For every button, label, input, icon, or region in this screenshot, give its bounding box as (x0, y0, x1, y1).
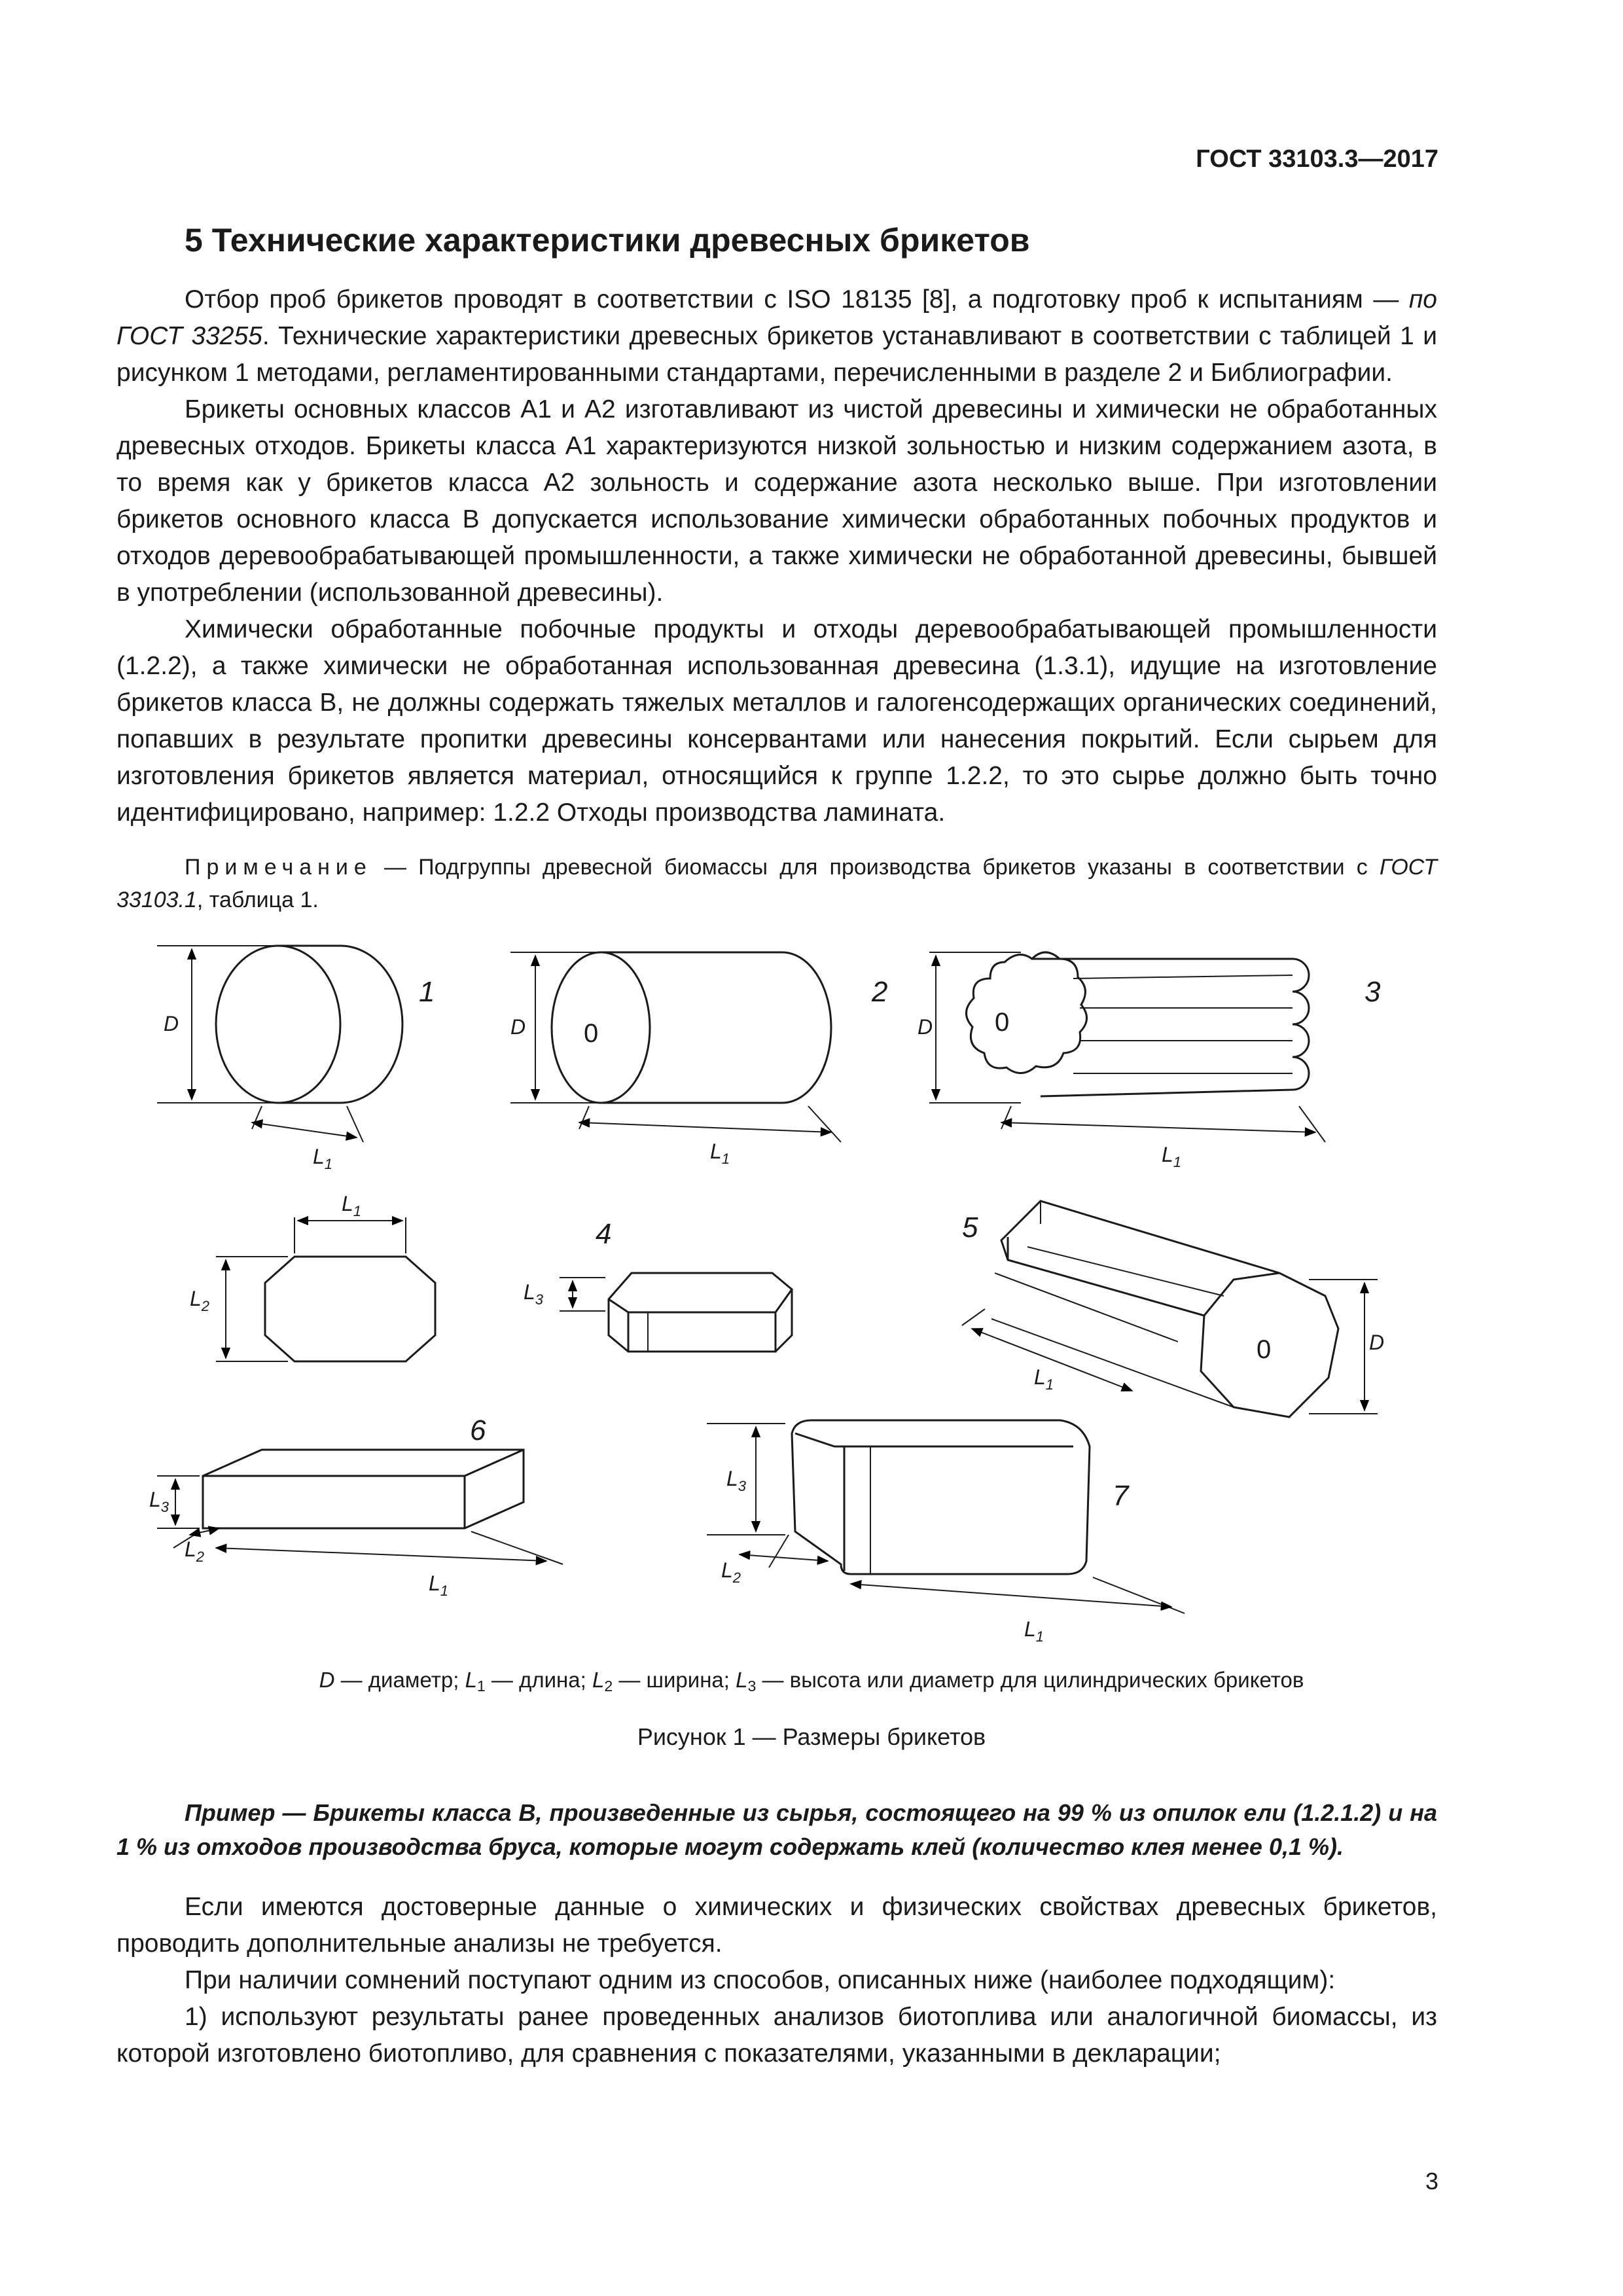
legend-d-text: — диаметр; (334, 1668, 465, 1692)
dim-subscript: 2 (196, 1549, 205, 1565)
dim-label-l2-shape7 (721, 1558, 741, 1586)
dim-subscript: 2 (732, 1570, 741, 1586)
dim-subscript: 1 (1045, 1376, 1054, 1393)
closing-paragraph-3: 1) используют результаты ранее проведенных анализов биотоплива или аналогичной биомассы, из которой изготовлено биотопливо, для сравнения с показателями, указанными в декларации; (116, 2003, 1437, 2068)
dim-label-l1-shape5 (1034, 1365, 1054, 1393)
legend-sub-3: 3 (747, 1677, 757, 1695)
dim-letter: L (1162, 1143, 1173, 1166)
shape-5-hexagonal-prism (962, 1201, 1378, 1417)
shape-7-rounded-block (707, 1420, 1185, 1613)
dim-label-d-2: D (510, 1015, 526, 1039)
shape-number-6: 6 (470, 1414, 486, 1446)
closing-text (116, 1889, 1437, 2072)
dim-label-l1-shape7 (1024, 1617, 1044, 1645)
standard-code: ГОСТ 33103.3—2017 (1196, 145, 1438, 173)
dim-label-l1-shape2 (710, 1139, 730, 1167)
shape-4-flat-briquette (560, 1273, 792, 1352)
shape-4-plan-view (216, 1217, 435, 1361)
dim-subscript: 1 (440, 1583, 449, 1599)
dim-label-d-1: D (164, 1012, 179, 1035)
note-text: — Подгруппы древесной биомассы для производства брикетов указаны в соответствии с (372, 855, 1380, 880)
dim-label-l2-plan (190, 1287, 209, 1314)
shape-number-3: 3 (1364, 976, 1381, 1008)
dim-label-l2-shape6 (185, 1537, 204, 1565)
dim-subscript: 1 (353, 1203, 362, 1219)
dim-label-l3-shape7 (726, 1467, 747, 1494)
gost-reference: по ГОСТ 33255 (116, 285, 1437, 350)
dim-subscript: 2 (201, 1298, 210, 1314)
dim-subscript: 1 (1035, 1628, 1044, 1645)
dim-label-l1-shape1 (313, 1145, 332, 1172)
legend-sub-1: 1 (476, 1677, 486, 1695)
shape-number-4: 4 (596, 1218, 612, 1250)
dim-letter: L (190, 1287, 202, 1310)
shape-number-5: 5 (962, 1211, 978, 1244)
paragraph-1 (116, 281, 1437, 391)
legend-l-symbol: L (736, 1668, 748, 1692)
legend-l3-text: — высота или диаметр для цилиндрических брикетов (756, 1668, 1304, 1692)
shape-1-disk (157, 946, 402, 1142)
closing-paragraph-2: При наличии сомнений поступают одним из способов, описанных ниже (наиболее подходящим): (185, 1966, 1336, 1994)
briquette-diagram (0, 916, 1623, 1669)
shape-6-block (157, 1450, 563, 1564)
dim-letter: L (721, 1558, 733, 1582)
dim-label-l1-shape6 (429, 1571, 448, 1599)
figure-legend (0, 1668, 1623, 1695)
note-tail: , таблица 1. (196, 888, 319, 912)
page-number: 3 (1425, 2168, 1438, 2195)
legend-l-symbol: L (465, 1668, 477, 1692)
dim-label-d-3: D (918, 1015, 933, 1039)
legend-l-symbol: L (592, 1668, 605, 1692)
figure-briquette-dimensions (0, 916, 1623, 1669)
shape-number-7: 7 (1113, 1480, 1129, 1512)
dim-subscript: 1 (1173, 1154, 1182, 1170)
paragraph-2: Брикеты основных классов А1 и А2 изготавливают из чистой древесины и химически не обработанных древесных отходов. Брикеты класса А1 характеризуются низкой зольностью и низким содержанием азота, в то время как у брикетов класса А2 зольность и содержание азота несколько выше. При изготовлении брикетов основного класса В допускается использование химически обработанных побочных продуктов и отходов деревообрабатывающей промышленности, а также химически не обработанной древесины, бывшей в употреблении (использованной древесины). (116, 395, 1437, 607)
dim-letter: L (429, 1571, 440, 1595)
note-label: Примечание (185, 855, 372, 880)
dim-letter: L (185, 1537, 196, 1561)
shape-number-1: 1 (419, 976, 435, 1008)
hole-mark-2: 0 (584, 1019, 599, 1048)
paragraph-3: Химически обработанные побочные продукты и отходы деревообрабатывающей промышленности (1.2.2), а также химически не обработанная использованная древесина (1.3.1), идущие на изготовление брикетов класса В, не должны содержать тяжелых металлов и галогенсодержащих органических соединений, попавших в результате пропитки древесины консервантами или нанесения покрытий. Если сырьем для изготовления брикетов является материал, относящийся к группе 1.2.2, то это сырье должно быть точно идентифицировано, например: 1.2.2 Отходы производства ламината. (116, 615, 1437, 827)
hole-mark-5: 0 (1257, 1335, 1272, 1364)
dim-letter: L (710, 1139, 722, 1163)
example-text: Пример — Брикеты класса В, произведенные из сырья, состоящего на 99 % из опилок ели (1.2.1.2) и на 1 % из отходов производства бруса, которые могут содержать клей (количество клея менее 0,1 %). (116, 1799, 1437, 1860)
legend-l2-text: — ширина; (613, 1668, 736, 1692)
dim-letter: L (313, 1145, 325, 1168)
dim-label-l1-shape3 (1162, 1143, 1181, 1170)
dim-letter: L (1034, 1365, 1046, 1389)
note (116, 851, 1437, 916)
hole-mark-3: 0 (995, 1008, 1010, 1037)
dim-letter: L (149, 1488, 161, 1511)
dim-letter: L (342, 1192, 353, 1215)
dim-letter: L (726, 1467, 738, 1490)
paragraph-1-rest: . Технические характеристики древесных брикетов устанавливают в соответствии с таблицей 1 и рисунком 1 методами, регламентированными стандартами, перечисленными в разделе 2 и Библиографии. (116, 322, 1437, 387)
shape-number-2: 2 (872, 976, 888, 1008)
dim-subscript: 3 (738, 1478, 747, 1494)
dim-subscript: 3 (535, 1291, 544, 1308)
note-reference: ГОСТ 33103.1 (116, 855, 1437, 912)
closing-paragraph-1: Если имеются достоверные данные о химических и физических свойствах древесных брикетов, проводить дополнительные анализы не требуется. (116, 1893, 1437, 1958)
dim-label-l1-plan (342, 1192, 361, 1219)
section-title: 5 Технические характеристики древесных брикетов (185, 222, 1030, 259)
shape-2-cylinder (510, 952, 841, 1142)
paragraph-1-text: Отбор проб брикетов проводят в соответствии с ISO 18135 [8], а подготовку проб к испытаниям — (185, 285, 1409, 314)
intro-text (116, 281, 1437, 831)
dim-label-l3-shape4 (524, 1280, 544, 1308)
dim-letter: L (524, 1280, 535, 1304)
dim-label-d-5: D (1369, 1331, 1385, 1354)
shape-3-ribbed-cylinder (929, 952, 1325, 1142)
dim-label-l3-shape6 (149, 1488, 169, 1515)
dim-subscript: 3 (160, 1499, 169, 1515)
dim-subscript: 1 (721, 1151, 730, 1167)
figure-caption: Рисунок 1 — Размеры брикетов (637, 1723, 986, 1750)
dim-subscript: 1 (324, 1156, 333, 1172)
dim-letter: L (1024, 1617, 1036, 1641)
legend-l1-text: — длина; (485, 1668, 592, 1692)
legend-sub-2: 2 (604, 1677, 613, 1695)
legend-d-symbol: D (319, 1668, 335, 1692)
